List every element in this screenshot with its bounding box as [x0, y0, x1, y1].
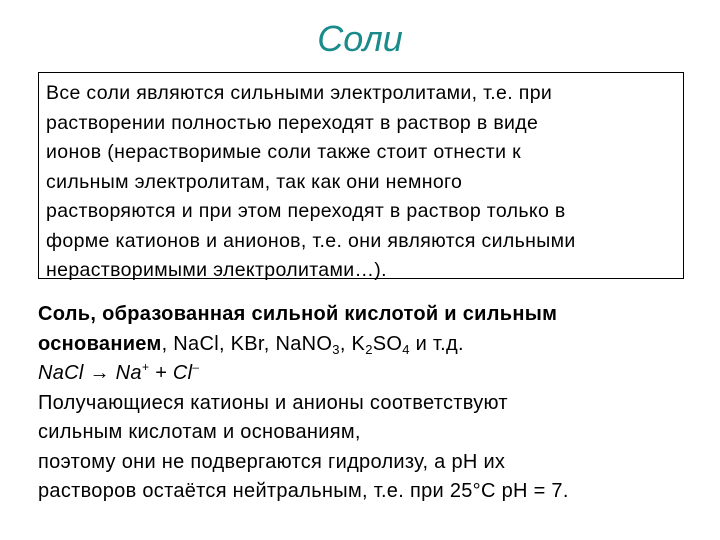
intro-line: нерастворимыми электролитами…).: [46, 259, 387, 281]
main-text-block: [38, 300, 698, 507]
intro-line: Все соли являются сильными электролитами, т.е. при: [46, 82, 553, 104]
equation-anion: + Cl: [149, 362, 193, 384]
formula-k2so4: [352, 333, 410, 355]
explanation-line: растворов остаётся нейтральным, т.е. при 25°С pH = 7.: [38, 480, 569, 502]
intro-line: сильным электролитам, так как они немного: [46, 170, 463, 193]
separator: ,: [263, 332, 276, 355]
intro-text-box: [38, 72, 684, 279]
intro-line: ионов (нерастворимые соли также стоит отнести к: [46, 141, 521, 163]
slide-title-text: Соли: [317, 18, 403, 59]
cation-charge: +: [141, 360, 150, 374]
formula-k-base: K: [351, 332, 366, 355]
intro-line: растворяются и при этом переходят в раствор только в: [46, 200, 566, 222]
separator: ,: [339, 332, 352, 355]
formula-so-base: SO: [372, 332, 403, 355]
salt-examples-line: [38, 330, 698, 360]
slide-title: [0, 14, 720, 64]
formula-k-subscript: 2: [365, 341, 373, 357]
equation-lhs: NaCl → Na: [38, 362, 142, 384]
anion-charge: –: [192, 360, 200, 374]
formula-nacl: NaCl: [173, 332, 219, 355]
formula-kbr: KBr: [230, 332, 264, 355]
separator: ,: [218, 332, 231, 355]
explanation-line: сильным кислотам и основаниям,: [38, 421, 361, 443]
explanation-line: Получающиеся катионы и анионы соответствуют: [38, 391, 508, 414]
formula-nano3-base: NaNO: [275, 332, 333, 355]
formula-so-subscript: 4: [402, 341, 410, 357]
examples-tail: и т.д.: [409, 332, 464, 355]
base-word: основанием: [38, 332, 162, 355]
salt-definition-heading: Соль, образованная сильной кислотой и сильным: [38, 303, 558, 325]
separator: ,: [161, 332, 174, 355]
intro-line: форме катионов и анионов, т.е. они являются сильными: [46, 229, 576, 252]
formula-nano3-subscript: 3: [332, 341, 340, 357]
formula-nano3: [276, 333, 340, 355]
intro-line: растворении полностью переходят в раствор в виде: [46, 111, 539, 134]
explanation-line: поэтому они не подвергаются гидролизу, а pH их: [38, 450, 506, 473]
dissociation-equation: [38, 359, 698, 389]
